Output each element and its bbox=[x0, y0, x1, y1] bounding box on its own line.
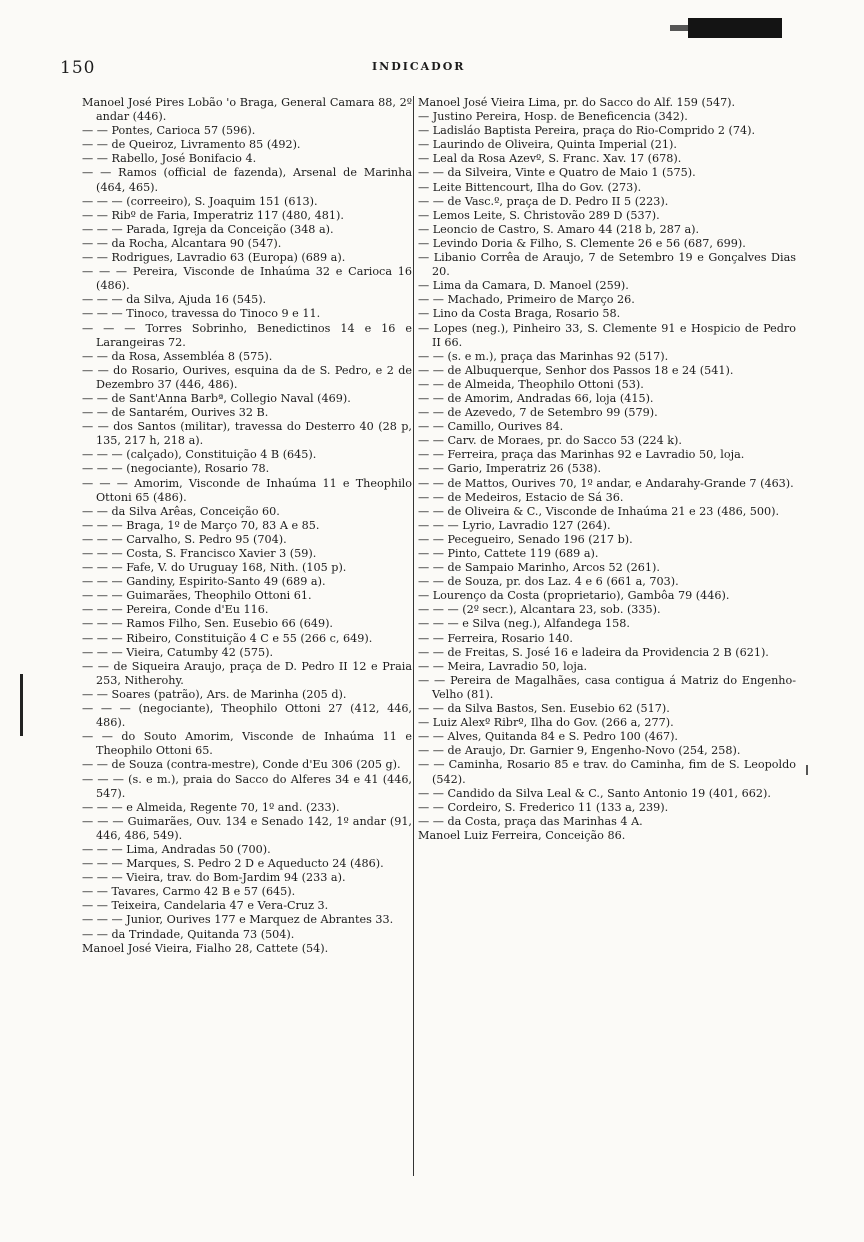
running-title: INDICADOR bbox=[372, 60, 466, 73]
directory-entry: — — de Souza (contra-mestre), Conde d'Eu 306 (205 g). bbox=[82, 758, 401, 772]
directory-entry: — — — Tinoco, travessa do Tinoco 9 e 11. bbox=[82, 307, 321, 321]
margin-tick bbox=[806, 765, 808, 775]
directory-entry: — — de Queiroz, Livramento 85 (492). bbox=[82, 138, 301, 152]
directory-entry: — — Tavares, Carmo 42 B e 57 (645). bbox=[82, 885, 296, 899]
directory-entry: — — — Ramos Filho, Sen. Eusebio 66 (649). bbox=[82, 617, 333, 631]
directory-entry: — — — Vieira, Catumby 42 (575). bbox=[82, 645, 274, 659]
directory-entry: — — Soares (patrão), Ars. de Marinha (205 d). bbox=[82, 687, 347, 701]
directory-entry: — — — Pereira, Visconde de Inhaúma 32 e Carioca 16 (486). bbox=[82, 265, 412, 293]
directory-entry: — — Pontes, Carioca 57 (596). bbox=[82, 124, 256, 138]
directory-entry: — Lopes (neg.), Pinheiro 33, S. Clemente 91 e Hospicio de Pedro II 66. bbox=[418, 321, 796, 349]
directory-entry: — — — Guimarães, Theophilo Ottoni 61. bbox=[82, 589, 312, 603]
directory-entry: — — — Guimarães, Ouv. 134 e Senado 142, 1º andar (91, 446, 486, 549). bbox=[82, 814, 412, 842]
directory-entry: — — Ferreira, Rosario 140. bbox=[418, 631, 573, 645]
directory-entry: — — de Vasc.º, praça de D. Pedro II 5 (223). bbox=[418, 194, 669, 208]
directory-entry: — — — Torres Sobrinho, Benedictinos 14 e 16 e Larangeiras 72. bbox=[82, 321, 412, 349]
directory-entry: — — de Mattos, Ourives 70, 1º andar, e Andarahy-Grande 7 (463). bbox=[418, 476, 794, 490]
directory-entry: — — — Amorim, Visconde de Inhaúma 11 e Theophilo Ottoni 65 (486). bbox=[82, 476, 412, 504]
directory-entry: — — de Araujo, Dr. Garnier 9, Engenho-Novo (254, 258). bbox=[418, 744, 741, 758]
directory-entry: — — — Parada, Igreja da Conceição (348 a). bbox=[82, 222, 334, 236]
directory-entry: — — Ribº de Faria, Imperatriz 117 (480, 481). bbox=[82, 208, 344, 222]
directory-entry: — — Pereira de Magalhães, casa contigua á Matriz do Engenho-Velho (81). bbox=[418, 673, 796, 701]
directory-entry: — — da Rocha, Alcantara 90 (547). bbox=[82, 236, 282, 250]
directory-entry: — — — Braga, 1º de Março 70, 83 A e 85. bbox=[82, 518, 320, 532]
directory-entry: — — de Azevedo, 7 de Setembro 99 (579). bbox=[418, 406, 658, 420]
directory-entry: — — de Sampaio Marinho, Arcos 52 (261). bbox=[418, 561, 660, 575]
left-column bbox=[82, 96, 412, 1176]
directory-entry: — Laurindo de Oliveira, Quinta Imperial (21). bbox=[418, 138, 677, 152]
directory-entry: — — de Oliveira & C., Visconde de Inhaúma 21 e 23 (486, 500). bbox=[418, 504, 780, 518]
directory-entry: — Lemos Leite, S. Christovão 289 D (537). bbox=[418, 208, 660, 222]
directory-entry: — — da Costa, praça das Marinhas 4 A. bbox=[418, 814, 643, 828]
directory-entry: — — — da Silva, Ajuda 16 (545). bbox=[82, 293, 267, 307]
directory-entry: — Lourenço da Costa (proprietario), Gambôa 79 (446). bbox=[418, 589, 730, 603]
directory-entry: — — Meira, Lavradio 50, loja. bbox=[418, 659, 588, 673]
directory-entry: — — — Carvalho, S. Pedro 95 (704). bbox=[82, 532, 287, 546]
directory-entry: — — — Gandiny, Espirito-Santo 49 (689 a). bbox=[82, 575, 326, 589]
directory-entry: — — Pecegueiro, Senado 196 (217 b). bbox=[418, 532, 633, 546]
directory-entry: — — (s. e m.), praça das Marinhas 92 (517). bbox=[418, 349, 669, 363]
page-number: 150 bbox=[60, 58, 96, 78]
margin-mark bbox=[20, 674, 23, 736]
directory-entry: — — — Marques, S. Pedro 2 D e Aqueducto 24 (486). bbox=[82, 857, 384, 871]
directory-entry: — — — (negociante), Rosario 78. bbox=[82, 462, 270, 476]
printer-registration-mark bbox=[688, 18, 782, 38]
right-column bbox=[418, 96, 796, 1176]
directory-entry: — — Caminha, Rosario 85 e trav. do Caminha, fim de S. Leopoldo (542). bbox=[418, 758, 796, 786]
directory-entry: — — — (correeiro), S. Joaquim 151 (613). bbox=[82, 194, 318, 208]
directory-entry: — Lima da Camara, D. Manoel (259). bbox=[418, 279, 629, 293]
directory-entry: Manoel José Pires Lobão 'o Braga, General Camara 88, 2º andar (446). bbox=[82, 96, 412, 124]
directory-entry: — Ladisláo Baptista Pereira, praça do Rio-Comprido 2 (74). bbox=[418, 124, 756, 138]
directory-entry: — — — e Almeida, Regente 70, 1º and. (233). bbox=[82, 800, 340, 814]
directory-entry: Manoel Luiz Ferreira, Conceição 86. bbox=[418, 828, 626, 842]
directory-entry: — — dos Santos (militar), travessa do Desterro 40 (28 p, 135, 217 h, 218 a). bbox=[82, 420, 412, 448]
directory-entry: — — do Rosario, Ourives, esquina da de S. Pedro, e 2 de Dezembro 37 (446, 486). bbox=[82, 363, 412, 391]
directory-entry: — — — Costa, S. Francisco Xavier 3 (59). bbox=[82, 547, 317, 560]
directory-entry: — — Carv. de Moraes, pr. do Sacco 53 (224 k). bbox=[418, 434, 682, 448]
directory-entry: — Luiz Alexº Ribrº, Ilha do Gov. (266 a, 277). bbox=[418, 716, 674, 730]
directory-entry: — — de Santarém, Ourives 32 B. bbox=[82, 406, 269, 420]
directory-entry: — Leal da Rosa Azevº, S. Franc. Xav. 17 (678). bbox=[418, 152, 682, 166]
page-header bbox=[60, 58, 794, 80]
directory-entry: — — de Freitas, S. José 16 e ladeira da Providencia 2 B (621). bbox=[418, 645, 769, 659]
directory-entry: — — Rodrigues, Lavradio 63 (Europa) (689 a). bbox=[82, 251, 346, 265]
directory-entry: — — — (2º secr.), Alcantara 23, sob. (335). bbox=[418, 603, 661, 617]
directory-entry: — — Teixeira, Candelaria 47 e Vera-Cruz 3. bbox=[82, 899, 329, 913]
directory-entry: — — Rabello, José Bonifacio 4. bbox=[82, 152, 257, 166]
directory-entry: — — Candido da Silva Leal & C., Santo Antonio 19 (401, 662). bbox=[418, 786, 771, 800]
directory-entry: — — Camillo, Ourives 84. bbox=[418, 420, 564, 434]
directory-entry: Manoel José Vieira Lima, pr. do Sacco do Alf. 159 (547). bbox=[418, 96, 736, 109]
directory-entry: — Leoncio de Castro, S. Amaro 44 (218 b, 287 a). bbox=[418, 222, 700, 236]
directory-entry: — — Ramos (official de fazenda), Arsenal de Marinha (464, 465). bbox=[82, 166, 412, 194]
directory-entry: — Leite Bittencourt, Ilha do Gov. (273). bbox=[418, 180, 642, 194]
directory-entry: Manoel José Vieira, Fialho 28, Cattete (54). bbox=[82, 941, 329, 955]
directory-entry: — — — (negociante), Theophilo Ottoni 27 (412, 446, 486). bbox=[82, 702, 412, 730]
directory-entry: — — do Souto Amorim, Visconde de Inhaúma 11 e Theophilo Ottoni 65. bbox=[82, 730, 412, 758]
directory-entry: — — da Rosa, Assembléa 8 (575). bbox=[82, 349, 273, 363]
directory-entry: — — — e Silva (neg.), Alfandega 158. bbox=[418, 617, 630, 631]
directory-entry: — — — Fafe, V. do Uruguay 168, Nith. (105 p). bbox=[82, 561, 347, 575]
directory-entry: — — Alves, Quitanda 84 e S. Pedro 100 (467). bbox=[418, 730, 678, 744]
directory-entry: — — — (calçado), Constituição 4 B (645). bbox=[82, 448, 317, 462]
directory-entry: — — Machado, Primeiro de Março 26. bbox=[418, 293, 635, 307]
directory-entry: — — — Pereira, Conde d'Eu 116. bbox=[82, 603, 269, 617]
directory-entry: — — — Vieira, trav. do Bom-Jardim 94 (233 a). bbox=[82, 871, 346, 885]
directory-entry: — — de Siqueira Araujo, praça de D. Pedro II 12 e Praia 253, Nitherohy. bbox=[82, 659, 412, 687]
directory-columns bbox=[82, 96, 796, 1176]
directory-entry: — — — Lima, Andradas 50 (700). bbox=[82, 842, 271, 856]
directory-entry: — Justino Pereira, Hosp. de Beneficencia (342). bbox=[418, 110, 688, 124]
directory-entry: — — de Albuquerque, Senhor dos Passos 18 e 24 (541). bbox=[418, 363, 734, 377]
directory-entry: — Lino da Costa Braga, Rosario 58. bbox=[418, 307, 621, 321]
directory-entry: — — Pinto, Cattete 119 (689 a). bbox=[418, 547, 599, 560]
directory-entry: — — Cordeiro, S. Frederico 11 (133 a, 239). bbox=[418, 800, 669, 814]
directory-entry: — — Ferreira, praça das Marinhas 92 e Lavradio 50, loja. bbox=[418, 448, 745, 462]
directory-entry: — — da Silva Arêas, Conceição 60. bbox=[82, 504, 280, 518]
directory-entry: — — da Trindade, Quitanda 73 (504). bbox=[82, 927, 295, 941]
directory-entry: — — — (s. e m.), praia do Sacco do Alferes 34 e 41 (446, 547). bbox=[82, 772, 412, 800]
directory-entry: — — da Silva Bastos, Sen. Eusebio 62 (517). bbox=[418, 702, 670, 716]
directory-entry: — — da Silveira, Vinte e Quatro de Maio 1 (575). bbox=[418, 166, 696, 180]
directory-entry: — — — Lyrio, Lavradio 127 (264). bbox=[418, 518, 611, 532]
directory-entry: — — de Amorim, Andradas 66, loja (415). bbox=[418, 391, 654, 405]
directory-entry: — — Gario, Imperatriz 26 (538). bbox=[418, 462, 601, 476]
directory-entry: — — de Souza, pr. dos Laz. 4 e 6 (661 a, 703). bbox=[418, 575, 679, 589]
directory-entry: — — — Junior, Ourives 177 e Marquez de Abrantes 33. bbox=[82, 913, 394, 927]
directory-entry: — — — Ribeiro, Constituição 4 C e 55 (266 c, 649). bbox=[82, 631, 373, 645]
directory-entry: — Levindo Doria & Filho, S. Clemente 26 e 56 (687, 699). bbox=[418, 236, 746, 250]
directory-entry: — — de Medeiros, Estacio de Sá 36. bbox=[418, 490, 624, 504]
directory-entry: — — de Sant'Anna Barbª, Collegio Naval (469). bbox=[82, 391, 351, 405]
directory-entry: — Libanio Corrêa de Araujo, 7 de Setembro 19 e Gonçalves Dias 20. bbox=[418, 251, 796, 279]
directory-entry: — — de Almeida, Theophilo Ottoni (53). bbox=[418, 377, 644, 391]
column-divider bbox=[413, 96, 414, 1176]
